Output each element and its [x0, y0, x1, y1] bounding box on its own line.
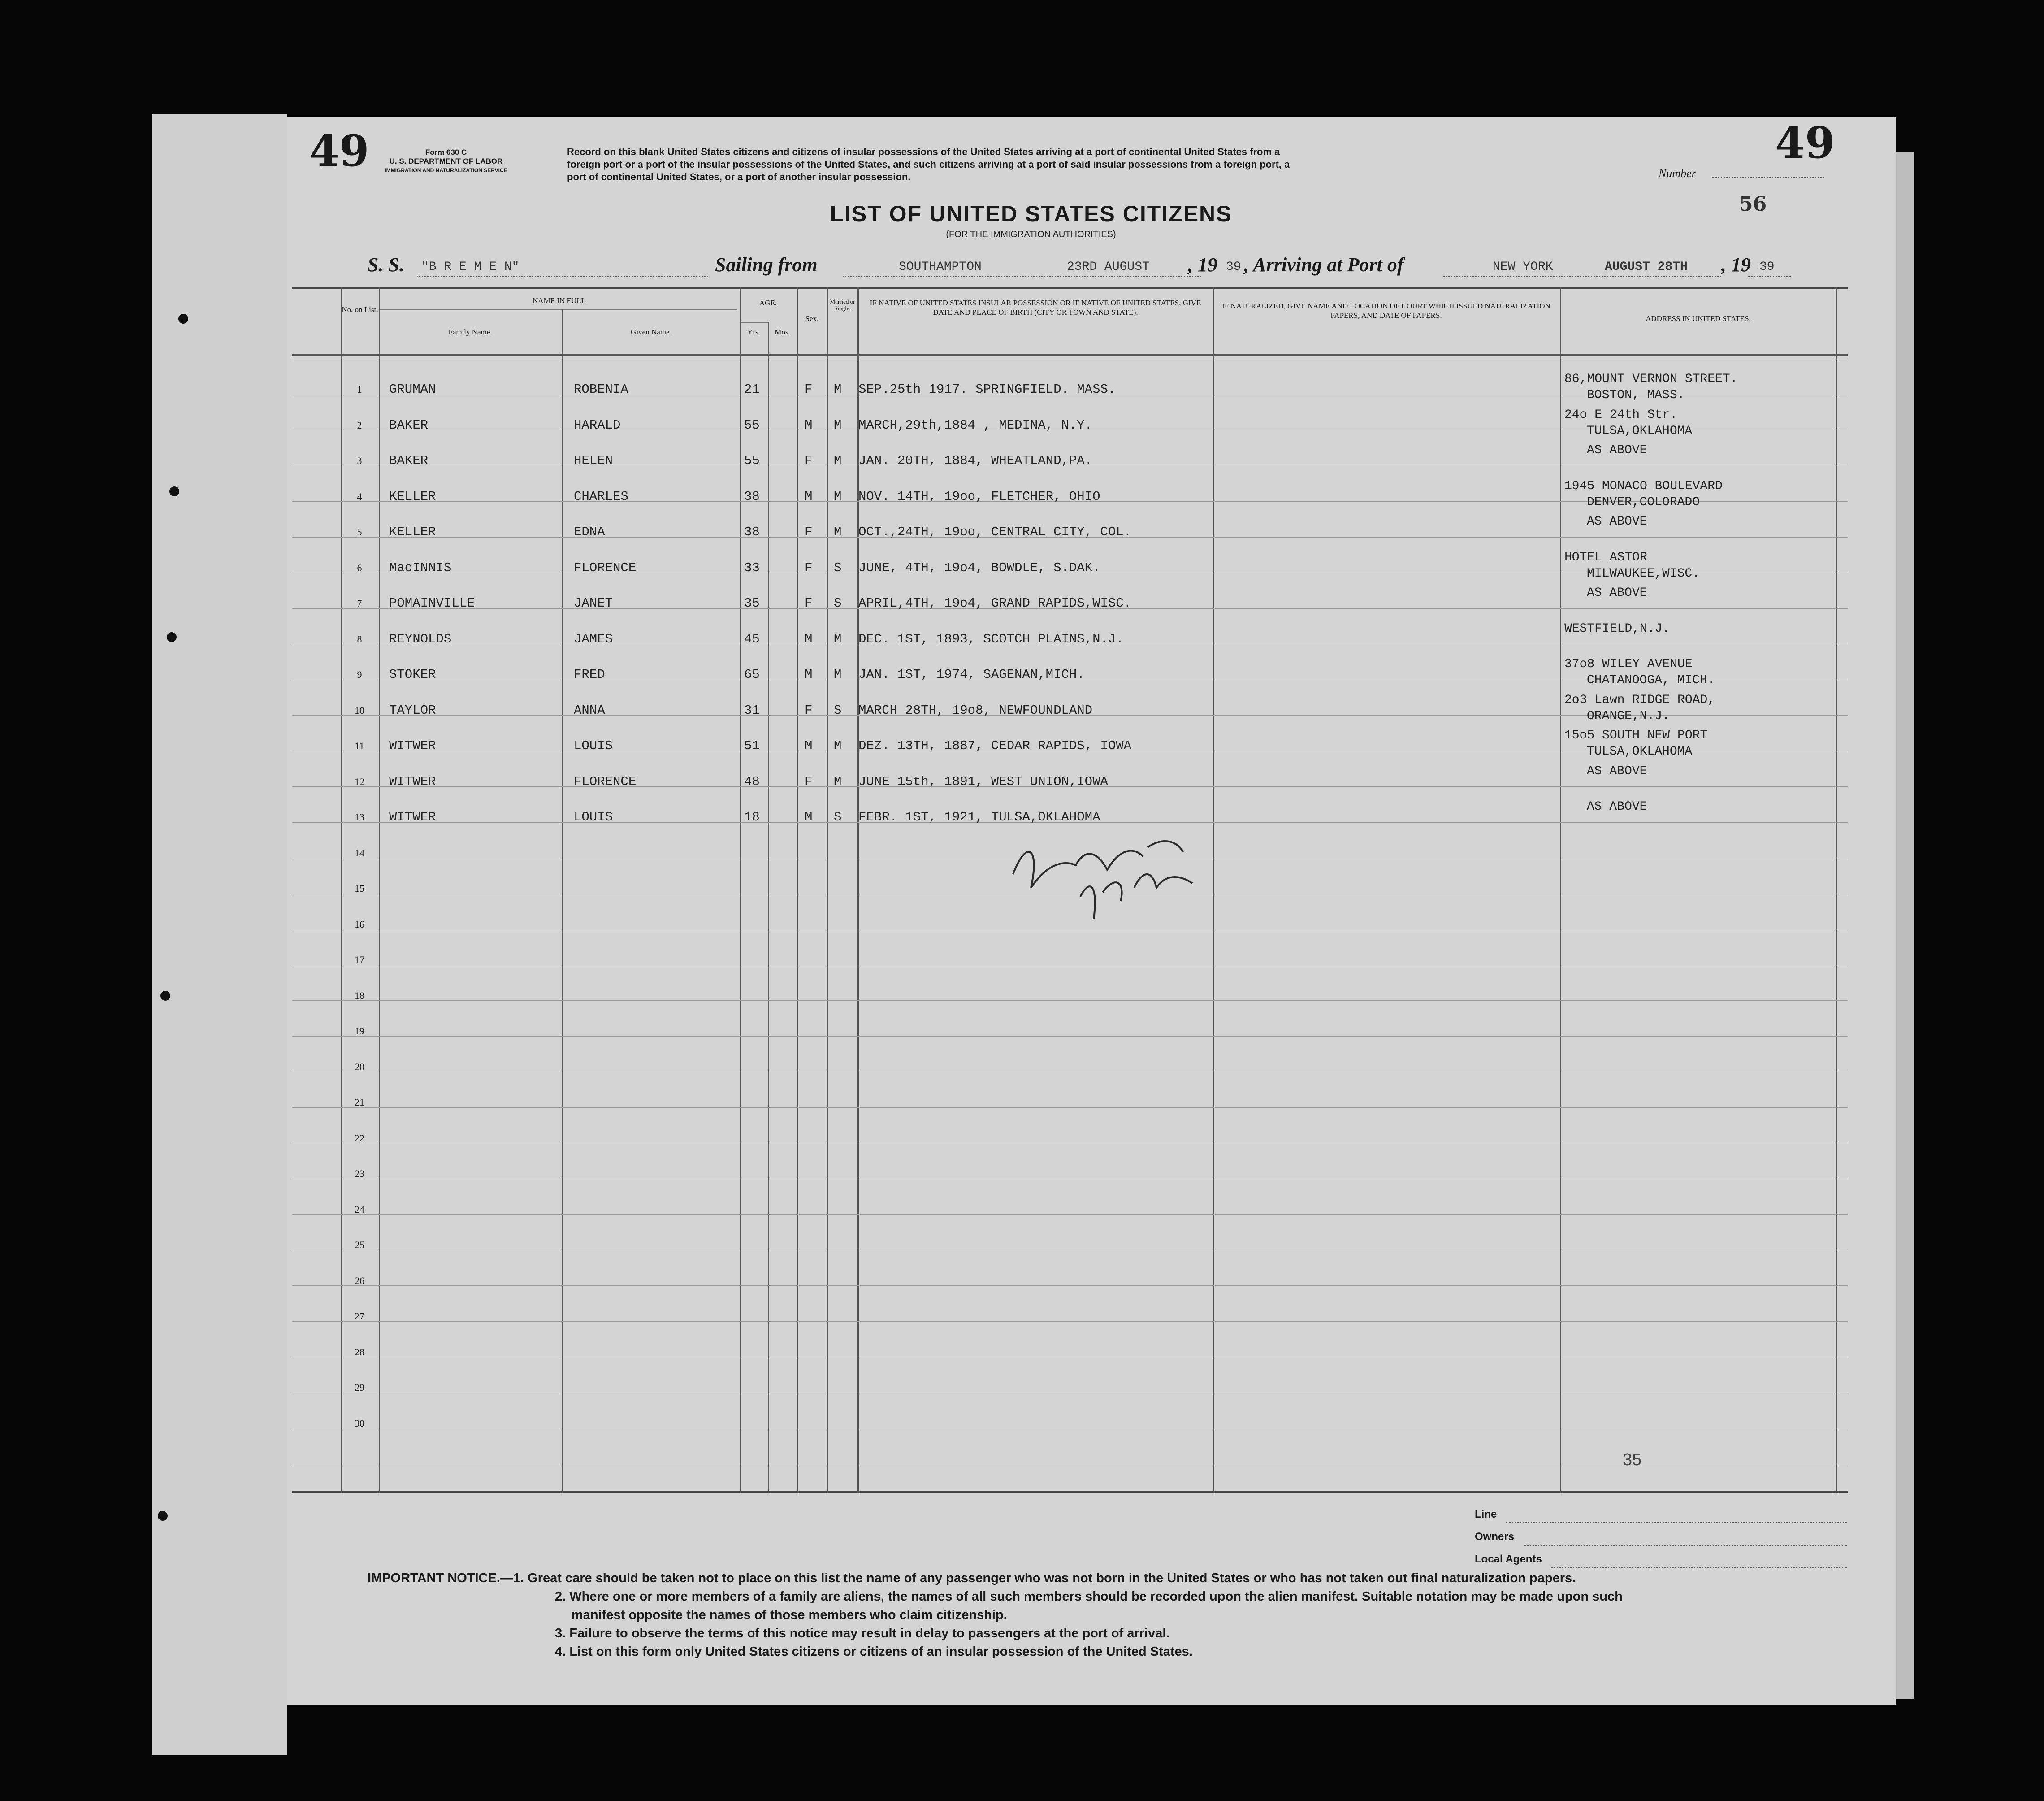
binder-hole	[160, 991, 170, 1001]
cell-sex: M	[805, 631, 813, 647]
sailing-from-label: Sailing from	[715, 254, 818, 276]
cell-address-line2: DENVER,COLORADO	[1587, 495, 1700, 509]
row-number: 21	[355, 1097, 364, 1108]
cell-address-line1: 37o8 WILEY AVENUE	[1564, 657, 1693, 671]
underlying-sheet-edge	[152, 114, 287, 1755]
cell-family: WITWER	[389, 810, 436, 825]
row-number: 30	[355, 1417, 364, 1429]
cell-address-line1: AS ABOVE	[1587, 764, 1647, 778]
cell-birth: DEC. 1ST, 1893, SCOTCH PLAINS,N.J.	[858, 631, 1124, 647]
col-divider	[341, 287, 342, 1493]
cell-family: WITWER	[389, 738, 436, 753]
cell-address-line2: TULSA,OKLAHOMA	[1587, 745, 1693, 759]
binder-hole	[158, 1511, 168, 1521]
row-number: 25	[355, 1239, 364, 1250]
cell-given: FRED	[574, 667, 605, 682]
cell-given: LOUIS	[574, 738, 613, 753]
cell-yrs: 55	[744, 453, 760, 468]
cell-sex: M	[805, 667, 813, 682]
cell-family: TAYLOR	[389, 703, 436, 718]
row-number: 10	[355, 704, 364, 716]
ruled-line	[292, 1107, 1848, 1108]
notice-2b: manifest opposite the names of those members who claim citizenship.	[572, 1608, 1007, 1622]
cell-birth: MARCH,29th,1884 , MEDINA, N.Y.	[858, 417, 1093, 433]
cell-yrs: 51	[744, 738, 760, 753]
row-number: 27	[355, 1311, 364, 1322]
name-header-divider	[379, 309, 737, 310]
cell-birth: SEP.25th 1917. SPRINGFIELD. MASS.	[858, 382, 1116, 397]
notice-2a: 2. Where one or more members of a family are aliens, the names of all such members should be recorded upon the alien manifest. Suitable notation may be made upon such	[555, 1589, 1623, 1604]
col-header-age: AGE.	[759, 299, 777, 307]
ruled-line	[292, 1036, 1848, 1037]
notice-title: IMPORTANT NOTICE.	[368, 1571, 500, 1585]
cell-ms: M	[834, 417, 842, 433]
cell-ms: S	[834, 560, 842, 575]
row-number: 11	[355, 740, 364, 751]
cell-birth: DEZ. 13TH, 1887, CEDAR RAPIDS, IOWA	[858, 738, 1132, 753]
page-subtitle: (FOR THE IMMIGRATION AUTHORITIES)	[946, 230, 1116, 239]
list-number: 56	[1739, 193, 1767, 216]
number-label: Number	[1659, 167, 1696, 180]
col-header-name: NAME IN FULL	[533, 296, 586, 305]
cell-ms: S	[834, 596, 842, 611]
notice-4: 4. List on this form only United States citizens or citizens of an insular possession of the United States.	[555, 1645, 1193, 1659]
row-number: 7	[357, 598, 362, 609]
inspector-signature	[1000, 820, 1242, 924]
departure-line	[843, 276, 1201, 277]
cell-family: STOKER	[389, 667, 436, 682]
cell-address-line1: AS ABOVE	[1587, 800, 1647, 814]
row-number: 18	[355, 989, 364, 1001]
cell-ms: M	[834, 738, 842, 753]
page-title: LIST OF UNITED STATES CITIZENS	[830, 201, 1232, 226]
row-number: 1	[357, 384, 362, 395]
owners-label: Owners	[1475, 1531, 1515, 1543]
cell-address-line1: 2o3 Lawn RIDGE ROAD,	[1564, 693, 1715, 707]
cell-birth: NOV. 14TH, 19oo, FLETCHER, OHIO	[858, 489, 1100, 504]
cell-ms: M	[834, 525, 842, 539]
col-divider	[797, 287, 798, 1493]
cell-family: REYNOLDS	[389, 631, 452, 647]
cell-given: ANNA	[574, 703, 605, 718]
cell-address-line2: BOSTON, MASS.	[1587, 388, 1685, 402]
col-divider	[1836, 287, 1837, 1493]
ruled-line	[292, 1214, 1848, 1215]
cell-family: WITWER	[389, 774, 436, 789]
line-label: Line	[1475, 1508, 1497, 1520]
cell-birth: OCT.,24TH, 19oo, CENTRAL CITY, COL.	[858, 525, 1132, 539]
cell-birth: JUNE, 4TH, 19o4, BOWDLE, S.DAK.	[858, 560, 1100, 575]
cell-given: ROBENIA	[574, 382, 628, 397]
cell-yrs: 31	[744, 703, 760, 718]
form-instructions: Record on this blank United States citizens and citizens of insular possessions of the United States arriving at a port of continental United States from a foreign port or a port of the insular possessions of the United States, and such citizens arriving at a port of said insular possessions from a foreign port, a port of continental United States, or a port of another insular possession.	[567, 146, 1290, 182]
line-field	[1506, 1522, 1847, 1523]
col-divider	[740, 287, 741, 1493]
cell-address-line2: MILWAUKEE,WISC.	[1587, 566, 1700, 581]
cell-yrs: 33	[744, 560, 760, 575]
cell-given: JAMES	[574, 631, 613, 647]
agents-field	[1551, 1567, 1847, 1568]
row-number: 19	[355, 1025, 364, 1037]
arriving-label: , Arriving at Port of	[1244, 254, 1404, 276]
year-line	[1748, 276, 1791, 277]
cell-address-line1: 24o E 24th Str.	[1564, 408, 1678, 422]
cell-ms: M	[834, 774, 842, 789]
cell-address-line1: 86,MOUNT VERNON STREET.	[1564, 372, 1738, 386]
cell-given: CHARLES	[574, 489, 628, 504]
cell-yrs: 21	[744, 382, 760, 397]
row-number: 28	[355, 1346, 364, 1358]
col-header-mos: Mos.	[775, 328, 790, 336]
row-number: 29	[355, 1382, 364, 1393]
cell-sex: F	[805, 560, 813, 575]
cell-given: HELEN	[574, 453, 613, 468]
row-number: 23	[355, 1168, 364, 1179]
row-number: 17	[355, 954, 364, 965]
binder-hole	[167, 632, 177, 642]
row-number: 12	[355, 776, 364, 787]
cell-sex: F	[805, 525, 813, 539]
cell-family: KELLER	[389, 525, 436, 539]
notice-3: 3. Failure to observe the terms of this notice may result in delay to passengers at the port of arrival.	[555, 1626, 1170, 1640]
row-number: 3	[357, 455, 362, 466]
cell-given: EDNA	[574, 525, 605, 539]
year-prefix-from: , 19	[1188, 254, 1217, 276]
cell-family: BAKER	[389, 453, 429, 468]
cell-ms: S	[834, 703, 842, 718]
cell-given: FLORENCE	[574, 774, 637, 789]
row-number: 6	[357, 562, 362, 573]
cell-yrs: 45	[744, 631, 760, 647]
cell-ms: S	[834, 810, 842, 825]
row-number: 22	[355, 1132, 364, 1144]
cell-yrs: 38	[744, 525, 760, 539]
cell-address-line2: CHATANOOGA, MICH.	[1587, 673, 1715, 687]
cell-family: BAKER	[389, 417, 429, 433]
owners-field	[1524, 1545, 1847, 1546]
ship-name: "B R E M E N"	[421, 260, 520, 274]
row-number: 20	[355, 1061, 364, 1072]
arrival-date: AUGUST 28TH	[1605, 260, 1688, 274]
row-number: 4	[357, 490, 362, 502]
stamp-number: 35	[1623, 1450, 1642, 1469]
col-divider	[379, 287, 380, 1493]
table-bottom-border	[292, 1491, 1848, 1493]
cell-yrs: 35	[744, 596, 760, 611]
col-header-sex: Sex.	[805, 314, 819, 323]
cell-birth: JAN. 1ST, 1974, SAGENAN,MICH.	[858, 667, 1085, 682]
col-divider	[768, 322, 769, 1493]
row-number: 9	[357, 669, 362, 680]
col-header-yrs: Yrs.	[747, 328, 760, 336]
cell-address-line2: ORANGE,N.J.	[1587, 709, 1670, 723]
cell-address-line1: AS ABOVE	[1587, 515, 1647, 529]
cell-sex: F	[805, 774, 813, 789]
cell-yrs: 55	[744, 417, 760, 433]
departure-year: 39	[1226, 260, 1241, 274]
col-header-family: Family Name.	[448, 328, 492, 336]
table-header-bottom-border	[292, 354, 1848, 356]
row-number: 13	[355, 812, 364, 823]
row-number: 8	[357, 633, 362, 645]
col-header-married: Married or Single.	[830, 298, 855, 312]
important-notice	[368, 1569, 1860, 1661]
cell-sex: F	[805, 596, 813, 611]
row-number: 26	[355, 1275, 364, 1286]
cell-family: GRUMAN	[389, 382, 436, 397]
cell-address-line2: TULSA,OKLAHOMA	[1587, 424, 1693, 438]
cell-birth: FEBR. 1ST, 1921, TULSA,OKLAHOMA	[858, 810, 1100, 825]
cell-given: HARALD	[574, 417, 621, 433]
cell-yrs: 38	[744, 489, 760, 504]
ship-line	[417, 276, 708, 277]
cell-family: KELLER	[389, 489, 436, 504]
cell-birth: MARCH 28TH, 19o8, NEWFOUNDLAND	[858, 703, 1093, 718]
agents-label: Local Agents	[1475, 1553, 1542, 1565]
ss-label: S. S.	[368, 254, 404, 276]
cell-sex: F	[805, 703, 813, 718]
row-number: 2	[357, 419, 362, 431]
cell-sex: M	[805, 489, 813, 504]
cell-ms: M	[834, 631, 842, 647]
cell-address-line1: 1945 MONACO BOULEVARD	[1564, 479, 1723, 493]
cell-given: LOUIS	[574, 810, 613, 825]
cell-birth: APRIL,4TH, 19o4, GRAND RAPIDS,WISC.	[858, 596, 1132, 611]
arrival-year: 39	[1759, 260, 1775, 274]
col-header-naturalized: IF NATURALIZED, GIVE NAME AND LOCATION OF COURT WHICH ISSUED NATURALIZATION PAPERS, AND DATE OF PAPERS.	[1222, 302, 1550, 320]
cell-sex: M	[805, 417, 813, 433]
departure-port: SOUTHAMPTON	[899, 260, 982, 274]
page-number-left: 49	[309, 126, 369, 176]
table-top-border	[292, 287, 1848, 289]
col-divider	[1560, 287, 1561, 1493]
ruled-line	[292, 1000, 1848, 1001]
cell-family: MacINNIS	[389, 560, 452, 575]
cell-ms: M	[834, 667, 842, 682]
ruled-line	[292, 1285, 1848, 1286]
cell-yrs: 48	[744, 774, 760, 789]
number-line	[1712, 177, 1824, 178]
cell-address-line1: HOTEL ASTOR	[1564, 550, 1647, 564]
cell-address-line1: 15o5 SOUTH NEW PORT	[1564, 729, 1708, 742]
col-header-given: Given Name.	[631, 328, 671, 336]
ruled-line	[292, 1321, 1848, 1322]
cell-birth: JUNE 15th, 1891, WEST UNION,IOWA	[858, 774, 1108, 789]
row-number: 24	[355, 1203, 364, 1215]
cell-sex: M	[805, 738, 813, 753]
arrival-port: NEW YORK	[1493, 260, 1553, 274]
cell-ms: M	[834, 382, 842, 397]
row-number: 14	[355, 847, 364, 859]
age-header-divider	[740, 322, 769, 323]
year-prefix-to: , 19	[1721, 254, 1751, 276]
cell-ms: M	[834, 489, 842, 504]
cell-yrs: 65	[744, 667, 760, 682]
col-header-birth: IF NATIVE OF UNITED STATES INSULAR POSSESSION OR IF NATIVE OF UNITED STATES, GIVE DATE AND PLACE OF BIRTH (CITY OR TOWN AND STATE).	[870, 299, 1201, 317]
row-number: 16	[355, 918, 364, 930]
cell-sex: F	[805, 382, 813, 397]
cell-address-line1: AS ABOVE	[1587, 586, 1647, 600]
cell-ms: M	[834, 453, 842, 468]
cell-given: FLORENCE	[574, 560, 637, 575]
row-number: 15	[355, 883, 364, 894]
cell-family: POMAINVILLE	[389, 596, 475, 611]
page-number-right: 49	[1775, 117, 1835, 168]
form-number: Form 630 C U. S. DEPARTMENT OF LABOR IMMIGRATION AND NATURALIZATION SERVICE	[385, 148, 507, 174]
departure-date: 23RD AUGUST	[1067, 260, 1150, 274]
col-divider	[562, 309, 563, 1493]
binder-hole	[169, 486, 179, 496]
cell-birth: JAN. 20TH, 1884, WHEATLAND,PA.	[858, 453, 1093, 468]
cell-given: JANET	[574, 596, 613, 611]
cell-yrs: 18	[744, 810, 760, 825]
col-divider	[827, 287, 828, 1493]
row-number: 5	[357, 526, 362, 538]
notice-1: —1. Great care should be taken not to place on this list the name of any passenger who was not born in the United States or who has not taken out final naturalization papers.	[500, 1571, 1576, 1585]
cell-address-line1: WESTFIELD,N.J.	[1564, 621, 1670, 636]
arrival-line	[1443, 276, 1721, 277]
binder-hole	[178, 314, 188, 324]
col-header-no: No. on List.	[342, 305, 378, 314]
cell-address-line1: AS ABOVE	[1587, 443, 1647, 457]
cell-sex: F	[805, 453, 813, 468]
cell-sex: M	[805, 810, 813, 825]
col-header-address: ADDRESS IN UNITED STATES.	[1646, 314, 1751, 323]
